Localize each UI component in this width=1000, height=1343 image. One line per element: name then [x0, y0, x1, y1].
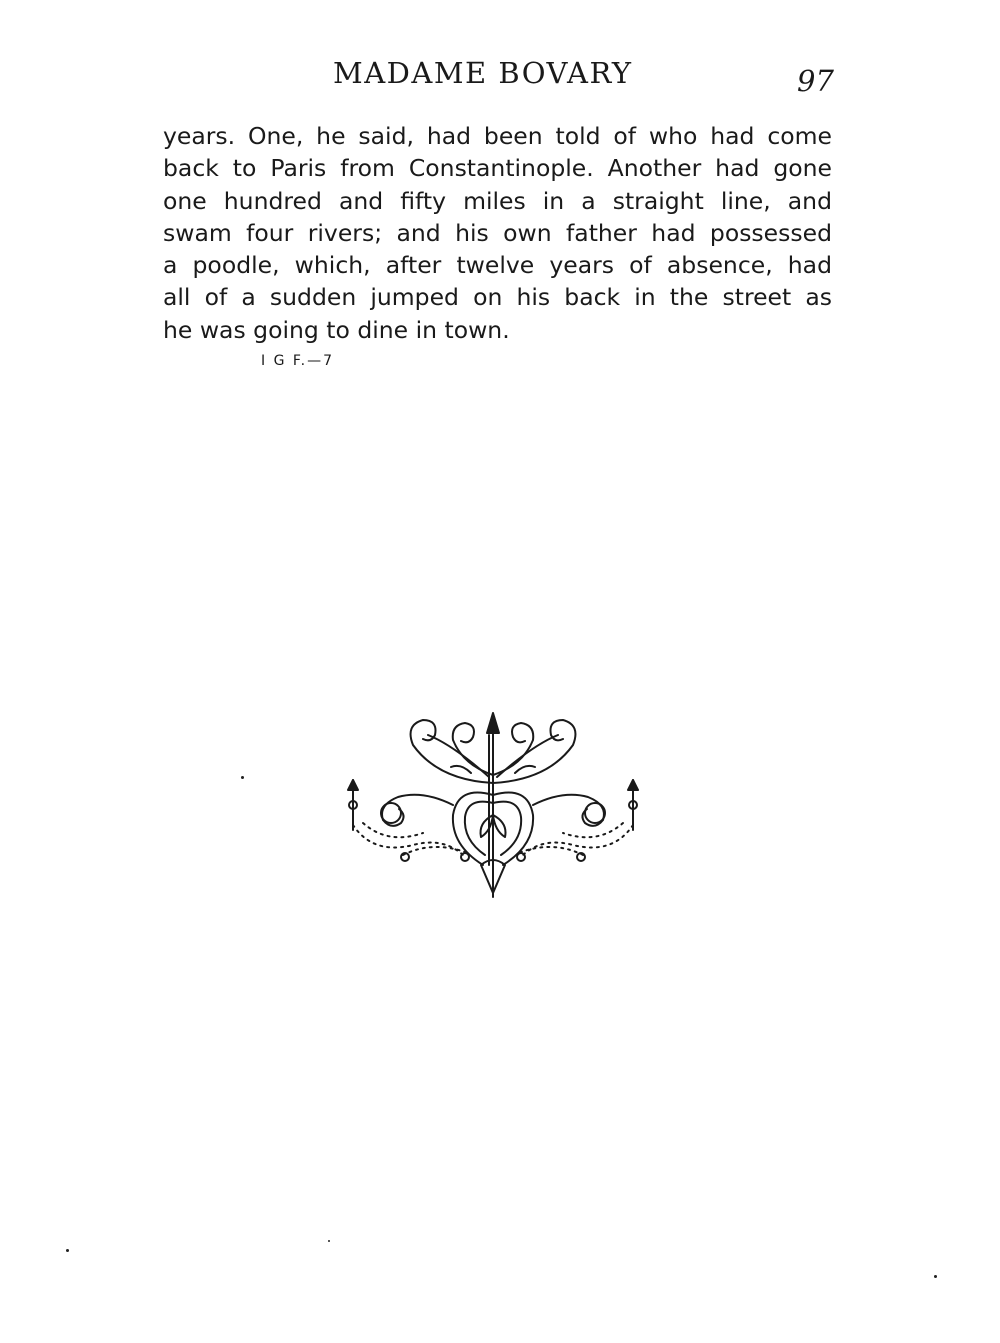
- page-number: 97: [797, 64, 834, 98]
- paper-speck: [934, 1275, 937, 1278]
- signature-mark: I G F.—7: [261, 353, 335, 369]
- text-line: a poodle, which, after twelve years of absence, had: [163, 251, 832, 280]
- floral-tailpiece-icon: [343, 705, 643, 900]
- text-line: he was going to dine in town.: [163, 315, 510, 344]
- text-line: back to Paris from Constantinople. Another had gone: [163, 154, 832, 183]
- paper-speck: [241, 776, 244, 779]
- running-head-title: MADAME BOVARY: [333, 56, 633, 90]
- paper-speck: [328, 1240, 330, 1242]
- text-line: all of a sudden jumped on his back in the street as: [163, 283, 832, 312]
- paper-speck: [66, 1249, 69, 1252]
- text-line: swam four rivers; and his own father had possessed: [163, 218, 832, 247]
- body-paragraph: [163, 120, 832, 346]
- text-line: years. One, he said, had been told of who had come: [163, 122, 832, 150]
- text-line: one hundred and fifty miles in a straight line, and: [163, 186, 832, 215]
